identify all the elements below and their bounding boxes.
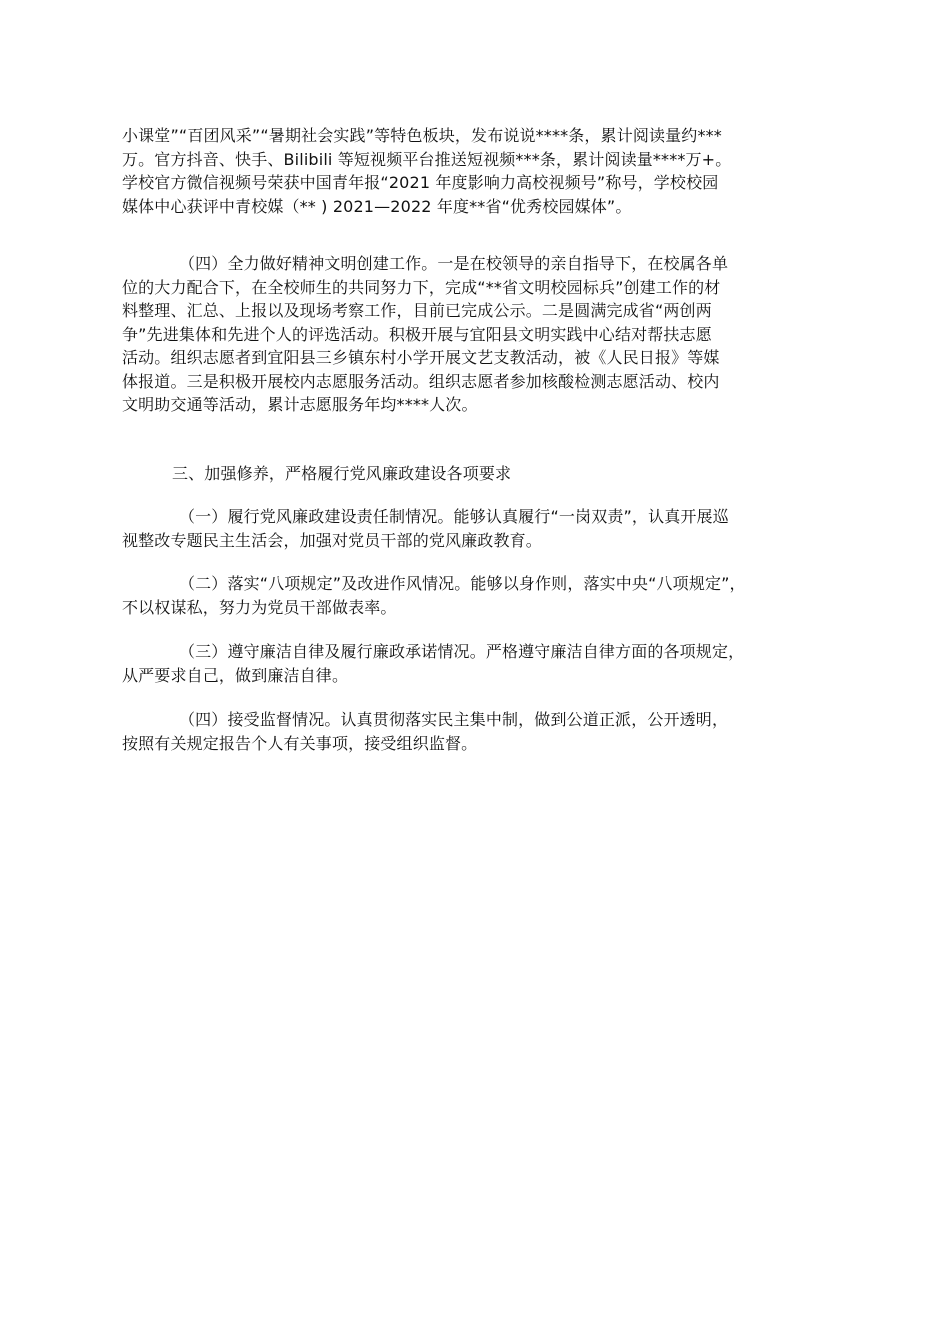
text-line: （四）全力做好精神文明创建工作。一是在校领导的亲自指导下，在校属各单 (179, 254, 729, 273)
text-line: 按照有关规定报告个人有关事项，接受组织监督。 (122, 733, 478, 753)
paragraph-responsibility-system (122, 505, 834, 552)
text-line: 位的大力配合下，在全校师生的共同努力下，完成“**省文明校园标兵”创建工作的材 (122, 277, 721, 297)
text-line: 不以权谋私，努力为党员干部做表率。 (122, 597, 397, 617)
text-line: 小课堂”“百团风采”“暑期社会实践”等特色板块，发布说说****条，累计阅读量约*** (122, 126, 722, 145)
text-line: 视整改专题民主生活会，加强对党员干部的党风廉政教育。 (122, 530, 542, 550)
text-line: （四）接受监督情况。认真贯彻落实民主集中制，做到公道正派，公开透明， (179, 710, 729, 729)
text-line: 学校官方微信视频号荣获中国青年报“2021 年度影响力高校视频号”称号，学校校园 (122, 173, 719, 192)
text-line: （二）落实“八项规定”及改进作风情况。能够以身作则，落实中央“八项规定”， (179, 574, 746, 593)
section-heading-three (122, 462, 834, 486)
text-line: 活动。组织志愿者到宜阳县三乡镇东村小学开展文艺支教活动，被《人民日报》等媒 (122, 348, 720, 367)
section-heading-text: 三、加强修养，严格履行党风廉政建设各项要求 (172, 464, 512, 483)
paragraph-supervision (122, 708, 834, 755)
paragraph-media-results (122, 124, 834, 218)
text-line: 文明助交通等活动，累计志愿服务年均****人次。 (122, 395, 478, 414)
text-line: 体报道。三是积极开展校内志愿服务活动。组织志愿者参加核酸检测志愿活动、校内 (122, 371, 720, 391)
paragraph-self-discipline (122, 640, 834, 687)
text-line: 争”先进集体和先进个人的评选活动。积极开展与宜阳县文明实践中心结对帮扶志愿 (122, 324, 712, 344)
text-line: 从严要求自己，做到廉洁自律。 (122, 665, 349, 685)
text-line: 万。官方抖音、快手、Bilibili 等短视频平台推送短视频***条，累计阅读量****万+。 (122, 149, 732, 169)
text-line: 料整理、汇总、上报以及现场考察工作，目前已完成公示。二是圆满完成省“两创两 (122, 301, 712, 320)
text-line: （三）遵守廉洁自律及履行廉政承诺情况。严格遵守廉洁自律方面的各项规定， (179, 642, 745, 661)
paragraph-eight-rules (122, 572, 834, 619)
text-line: （一）履行党风廉政建设责任制情况。能够认真履行“一岗双责”，认真开展巡 (179, 507, 729, 526)
text-line: 媒体中心获评中青校媒（** ) 2021—2022 年度**省“优秀校园媒体”。 (122, 196, 632, 216)
paragraph-civilization-work (122, 252, 834, 417)
